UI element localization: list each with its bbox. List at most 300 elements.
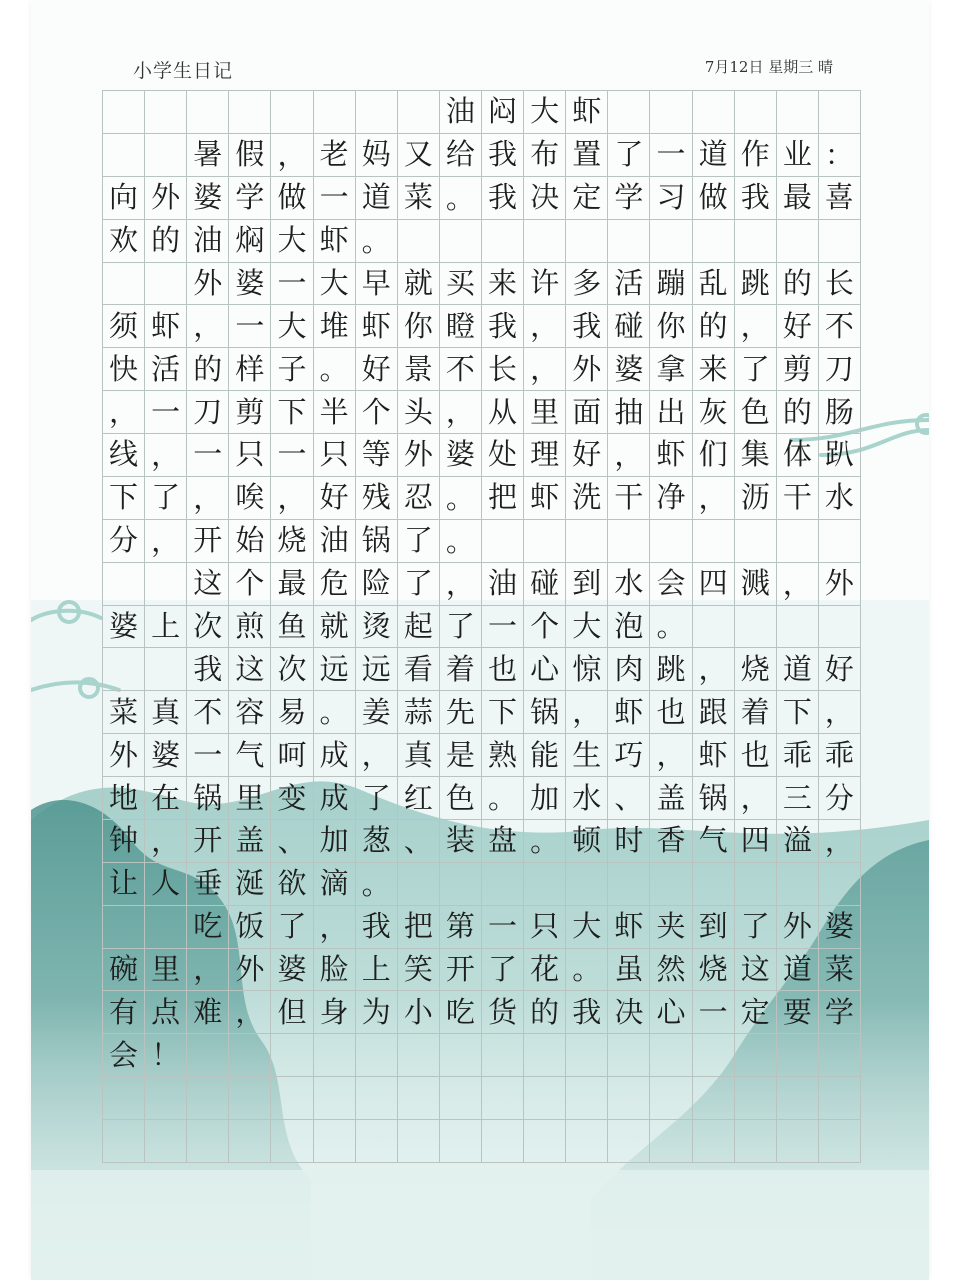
grid-cell: 婆 — [229, 263, 271, 306]
grid-cell — [777, 1120, 819, 1163]
grid-cell: 。 — [356, 863, 398, 906]
grid-cell: 溢 — [777, 820, 819, 863]
grid-cell: 上 — [145, 606, 187, 649]
grid-cell: 油 — [187, 220, 229, 263]
grid-cell — [693, 1034, 735, 1077]
grid-cell — [145, 648, 187, 691]
grid-cell: 决 — [608, 991, 650, 1034]
grid-cell — [271, 1077, 313, 1120]
grid-cell: ， — [735, 305, 777, 348]
grid-cell: 盖 — [229, 820, 271, 863]
grid-cell: 又 — [398, 134, 440, 177]
grid-cell: 盘 — [482, 820, 524, 863]
grid-cell: 、 — [271, 820, 313, 863]
grid-cell: 也 — [650, 691, 692, 734]
grid-cell: 一 — [693, 991, 735, 1034]
grid-cell — [440, 1120, 482, 1163]
grid-cell: 剪 — [229, 391, 271, 434]
grid-cell: 跳 — [650, 648, 692, 691]
grid-cell: 上 — [356, 949, 398, 992]
grid-cell: 虾 — [608, 691, 650, 734]
grid-cell: 定 — [735, 991, 777, 1034]
grid-cell: 婆 — [608, 348, 650, 391]
grid-cell: 次 — [271, 648, 313, 691]
grid-cell — [314, 91, 356, 134]
grid-cell: 定 — [566, 177, 608, 220]
grid-cell: 要 — [777, 991, 819, 1034]
grid-cell: 油 — [440, 91, 482, 134]
grid-cell: 婆 — [145, 734, 187, 777]
grid-cell: 开 — [187, 820, 229, 863]
grid-cell: 溅 — [735, 563, 777, 606]
grid-cell: 样 — [229, 348, 271, 391]
grid-cell — [566, 1034, 608, 1077]
grid-cell — [566, 520, 608, 563]
grid-cell: 。 — [440, 477, 482, 520]
grid-cell: 婆 — [440, 434, 482, 477]
grid-cell — [735, 91, 777, 134]
grid-cell — [440, 863, 482, 906]
grid-cell — [524, 863, 566, 906]
grid-cell: 从 — [482, 391, 524, 434]
grid-cell — [650, 1077, 692, 1120]
grid-cell — [187, 1077, 229, 1120]
grid-cell: 、 — [398, 820, 440, 863]
grid-cell: ， — [145, 520, 187, 563]
grid-cell: 好 — [819, 648, 861, 691]
grid-cell — [229, 91, 271, 134]
grid-cell: 小 — [398, 991, 440, 1034]
grid-cell — [650, 520, 692, 563]
grid-cell — [777, 606, 819, 649]
grid-cell: 外 — [566, 348, 608, 391]
grid-cell: 焖 — [229, 220, 271, 263]
grid-cell: 吃 — [440, 991, 482, 1034]
grid-cell: 。 — [314, 691, 356, 734]
grid-cell: 出 — [650, 391, 692, 434]
grid-cell — [819, 1120, 861, 1163]
grid-cell — [440, 220, 482, 263]
grid-cell — [271, 1120, 313, 1163]
grid-cell: 烫 — [356, 606, 398, 649]
grid-cell — [398, 863, 440, 906]
grid-cell: 虾 — [356, 305, 398, 348]
grid-cell: 给 — [440, 134, 482, 177]
grid-cell: ， — [145, 820, 187, 863]
grid-cell — [398, 91, 440, 134]
grid-cell — [145, 1077, 187, 1120]
grid-cell: 子 — [271, 348, 313, 391]
grid-cell — [398, 1034, 440, 1077]
grid-cell: 我 — [482, 134, 524, 177]
grid-cell: 你 — [398, 305, 440, 348]
grid-cell: 里 — [229, 777, 271, 820]
grid-cell: 货 — [482, 991, 524, 1034]
grid-cell: ， — [229, 991, 271, 1034]
grid-cell: ， — [187, 949, 229, 992]
grid-cell: ， — [566, 691, 608, 734]
grid-cell — [524, 220, 566, 263]
grid-cell: 大 — [271, 305, 313, 348]
grid-cell: 只 — [524, 906, 566, 949]
grid-cell: 个 — [524, 606, 566, 649]
grid-cell — [735, 1077, 777, 1120]
grid-cell: 、 — [608, 777, 650, 820]
grid-cell: 沥 — [735, 477, 777, 520]
grid-cell: ， — [271, 477, 313, 520]
grid-cell — [187, 1120, 229, 1163]
grid-cell — [566, 220, 608, 263]
grid-cell: 我 — [735, 177, 777, 220]
notebook-title: 小学生日记 — [133, 60, 234, 82]
grid-cell: 锅 — [693, 777, 735, 820]
grid-cell: 来 — [482, 263, 524, 306]
grid-cell: 成 — [314, 734, 356, 777]
grid-cell — [145, 91, 187, 134]
grid-cell: 。 — [524, 820, 566, 863]
grid-cell: 趴 — [819, 434, 861, 477]
grid-cell: 最 — [271, 563, 313, 606]
grid-cell: 始 — [229, 520, 271, 563]
grid-cell: 一 — [650, 134, 692, 177]
grid-cell: 一 — [482, 606, 524, 649]
grid-cell — [693, 606, 735, 649]
grid-cell — [819, 606, 861, 649]
grid-cell: 灰 — [693, 391, 735, 434]
grid-cell: 开 — [187, 520, 229, 563]
grid-cell — [524, 1120, 566, 1163]
grid-cell: 碰 — [608, 305, 650, 348]
grid-cell: 我 — [566, 991, 608, 1034]
grid-cell: 虾 — [145, 305, 187, 348]
grid-cell: 心 — [524, 648, 566, 691]
grid-cell: 是 — [440, 734, 482, 777]
grid-cell: 烧 — [735, 648, 777, 691]
grid-cell: 脸 — [314, 949, 356, 992]
grid-cell — [482, 520, 524, 563]
grid-cell: 烧 — [693, 949, 735, 992]
grid-cell: 一 — [187, 434, 229, 477]
grid-cell: 煎 — [229, 606, 271, 649]
grid-cell — [103, 263, 145, 306]
grid-cell: 次 — [187, 606, 229, 649]
grid-cell: 红 — [398, 777, 440, 820]
grid-cell: ， — [693, 477, 735, 520]
grid-cell: 鱼 — [271, 606, 313, 649]
grid-cell: 一 — [187, 734, 229, 777]
grid-cell: 道 — [356, 177, 398, 220]
grid-cell: 干 — [608, 477, 650, 520]
grid-cell: 蹦 — [650, 263, 692, 306]
grid-cell: 干 — [777, 477, 819, 520]
grid-cell — [650, 1034, 692, 1077]
grid-cell: 等 — [356, 434, 398, 477]
grid-cell: 残 — [356, 477, 398, 520]
grid-cell — [650, 863, 692, 906]
grid-cell: 习 — [650, 177, 692, 220]
grid-cell: 一 — [271, 434, 313, 477]
grid-cell — [608, 863, 650, 906]
grid-cell: 姜 — [356, 691, 398, 734]
grid-cell: 你 — [650, 305, 692, 348]
grid-cell — [145, 134, 187, 177]
grid-cell — [819, 1077, 861, 1120]
grid-cell: 也 — [735, 734, 777, 777]
grid-cell: 也 — [482, 648, 524, 691]
grid-cell: 。 — [440, 520, 482, 563]
grid-cell: 活 — [608, 263, 650, 306]
grid-cell: 菜 — [103, 691, 145, 734]
grid-cell: 变 — [271, 777, 313, 820]
grid-cell: 。 — [440, 177, 482, 220]
grid-cell: 不 — [819, 305, 861, 348]
grid-cell — [777, 863, 819, 906]
grid-cell: 大 — [566, 606, 608, 649]
grid-cell — [103, 563, 145, 606]
grid-cell — [608, 220, 650, 263]
grid-cell: 长 — [482, 348, 524, 391]
grid-cell: 一 — [482, 906, 524, 949]
grid-cell: 泡 — [608, 606, 650, 649]
grid-cell — [524, 1077, 566, 1120]
grid-cell: 生 — [566, 734, 608, 777]
grid-cell: 婆 — [103, 606, 145, 649]
grid-cell: 了 — [735, 906, 777, 949]
grid-cell: 顿 — [566, 820, 608, 863]
grid-cell — [314, 1077, 356, 1120]
grid-cell: 婆 — [819, 906, 861, 949]
grid-cell — [566, 1077, 608, 1120]
grid-cell: 开 — [440, 949, 482, 992]
grid-cell: ， — [271, 134, 313, 177]
grid-cell: 碗 — [103, 949, 145, 992]
grid-cell: 饭 — [229, 906, 271, 949]
grid-cell — [103, 91, 145, 134]
grid-cell: 远 — [356, 648, 398, 691]
grid-cell: 时 — [608, 820, 650, 863]
grid-cell: 乖 — [819, 734, 861, 777]
grid-cell — [145, 263, 187, 306]
grid-cell: 婆 — [187, 177, 229, 220]
grid-cell: 好 — [566, 434, 608, 477]
grid-cell — [566, 863, 608, 906]
grid-cell: 起 — [398, 606, 440, 649]
grid-cell — [608, 1034, 650, 1077]
grid-cell: 来 — [693, 348, 735, 391]
grid-cell — [735, 1034, 777, 1077]
writing-grid — [102, 90, 861, 1163]
grid-cell: 做 — [693, 177, 735, 220]
grid-cell: 会 — [103, 1034, 145, 1077]
grid-cell: 能 — [524, 734, 566, 777]
grid-cell: 外 — [777, 906, 819, 949]
grid-cell: ， — [819, 691, 861, 734]
grid-cell: 地 — [103, 777, 145, 820]
grid-cell: 装 — [440, 820, 482, 863]
grid-cell — [356, 1034, 398, 1077]
grid-cell: 最 — [777, 177, 819, 220]
grid-cell: 真 — [398, 734, 440, 777]
grid-cell: 大 — [314, 263, 356, 306]
grid-cell: 气 — [229, 734, 271, 777]
grid-cell: 了 — [608, 134, 650, 177]
grid-cell: 锅 — [356, 520, 398, 563]
grid-cell: 个 — [229, 563, 271, 606]
grid-cell: ， — [777, 563, 819, 606]
grid-cell — [524, 1034, 566, 1077]
grid-cell: 着 — [735, 691, 777, 734]
grid-cell: 了 — [735, 348, 777, 391]
grid-cell — [440, 1034, 482, 1077]
grid-cell: 滴 — [314, 863, 356, 906]
grid-cell: 好 — [356, 348, 398, 391]
grid-cell — [693, 91, 735, 134]
grid-cell: 水 — [819, 477, 861, 520]
grid-cell: 着 — [440, 648, 482, 691]
grid-cell — [482, 1034, 524, 1077]
grid-cell: 三 — [777, 777, 819, 820]
grid-cell: 大 — [566, 906, 608, 949]
grid-cell — [735, 220, 777, 263]
grid-cell: 惊 — [566, 648, 608, 691]
grid-cell: 道 — [777, 648, 819, 691]
grid-cell: 色 — [440, 777, 482, 820]
grid-cell — [356, 1120, 398, 1163]
grid-cell: 老 — [314, 134, 356, 177]
grid-cell: 分 — [819, 777, 861, 820]
grid-cell: ， — [187, 477, 229, 520]
grid-cell: 到 — [693, 906, 735, 949]
grid-cell — [777, 1034, 819, 1077]
grid-cell: 但 — [271, 991, 313, 1034]
grid-cell: 欢 — [103, 220, 145, 263]
grid-cell — [777, 520, 819, 563]
grid-cell: 虾 — [314, 220, 356, 263]
grid-cell: 瞪 — [440, 305, 482, 348]
grid-cell: 集 — [735, 434, 777, 477]
grid-cell: 就 — [398, 263, 440, 306]
grid-cell — [229, 1120, 271, 1163]
grid-cell: ， — [187, 305, 229, 348]
grid-cell: 钟 — [103, 820, 145, 863]
grid-cell: 外 — [398, 434, 440, 477]
grid-cell: 。 — [650, 606, 692, 649]
grid-cell: 学 — [819, 991, 861, 1034]
grid-cell: ， — [314, 906, 356, 949]
grid-cell: 肠 — [819, 391, 861, 434]
grid-cell: 面 — [566, 391, 608, 434]
grid-cell: 心 — [650, 991, 692, 1034]
grid-cell — [482, 1077, 524, 1120]
grid-cell: 外 — [229, 949, 271, 992]
grid-cell — [693, 1120, 735, 1163]
grid-cell — [566, 1120, 608, 1163]
grid-cell: 唉 — [229, 477, 271, 520]
grid-cell: 第 — [440, 906, 482, 949]
grid-cell: ， — [356, 734, 398, 777]
grid-cell: 虾 — [566, 91, 608, 134]
grid-cell: 容 — [229, 691, 271, 734]
grid-cell — [650, 91, 692, 134]
grid-cell: 分 — [103, 520, 145, 563]
grid-cell — [777, 220, 819, 263]
grid-cell: 理 — [524, 434, 566, 477]
grid-cell: 好 — [777, 305, 819, 348]
grid-cell — [271, 1034, 313, 1077]
grid-cell: 我 — [482, 305, 524, 348]
grid-cell: 这 — [229, 648, 271, 691]
grid-cell: 这 — [735, 949, 777, 992]
grid-cell — [356, 91, 398, 134]
grid-cell — [735, 606, 777, 649]
grid-cell: 。 — [314, 348, 356, 391]
grid-cell: 烧 — [271, 520, 313, 563]
grid-cell: 布 — [524, 134, 566, 177]
grid-cell: 活 — [145, 348, 187, 391]
grid-cell — [229, 1034, 271, 1077]
grid-cell: 我 — [482, 177, 524, 220]
grid-cell: 的 — [187, 348, 229, 391]
grid-cell: 一 — [145, 391, 187, 434]
grid-cell — [735, 1120, 777, 1163]
grid-cell: 乖 — [777, 734, 819, 777]
grid-cell — [693, 220, 735, 263]
grid-cell: 加 — [314, 820, 356, 863]
grid-cell — [103, 906, 145, 949]
grid-cell: 景 — [398, 348, 440, 391]
grid-cell — [608, 520, 650, 563]
grid-cell: 的 — [693, 305, 735, 348]
grid-cell — [482, 220, 524, 263]
grid-cell: 里 — [145, 949, 187, 992]
grid-cell: 虾 — [693, 734, 735, 777]
grid-cell: 不 — [440, 348, 482, 391]
grid-cell: 先 — [440, 691, 482, 734]
grid-cell: 了 — [398, 520, 440, 563]
grid-cell: 下 — [777, 691, 819, 734]
grid-cell: 成 — [314, 777, 356, 820]
grid-cell: 把 — [482, 477, 524, 520]
grid-cell: 了 — [271, 906, 313, 949]
grid-cell: 乱 — [693, 263, 735, 306]
grid-cell — [187, 1034, 229, 1077]
grid-cell: 净 — [650, 477, 692, 520]
grid-cell: ， — [608, 434, 650, 477]
grid-cell: 人 — [145, 863, 187, 906]
grid-cell: 一 — [229, 305, 271, 348]
grid-cell: 多 — [566, 263, 608, 306]
grid-cell: 吃 — [187, 906, 229, 949]
grid-cell — [735, 863, 777, 906]
grid-cell: 体 — [777, 434, 819, 477]
grid-cell: 学 — [608, 177, 650, 220]
grid-cell: 刀 — [187, 391, 229, 434]
grid-cell — [693, 863, 735, 906]
grid-cell: 这 — [187, 563, 229, 606]
grid-cell: 就 — [314, 606, 356, 649]
grid-cell: 了 — [145, 477, 187, 520]
grid-cell — [103, 648, 145, 691]
grid-cell — [314, 1034, 356, 1077]
grid-cell — [819, 520, 861, 563]
grid-cell: 菜 — [398, 177, 440, 220]
grid-cell: ： — [819, 134, 861, 177]
grid-cell: 真 — [145, 691, 187, 734]
grid-cell: 好 — [314, 477, 356, 520]
grid-cell: 道 — [693, 134, 735, 177]
grid-cell — [777, 1077, 819, 1120]
grid-cell — [608, 1120, 650, 1163]
